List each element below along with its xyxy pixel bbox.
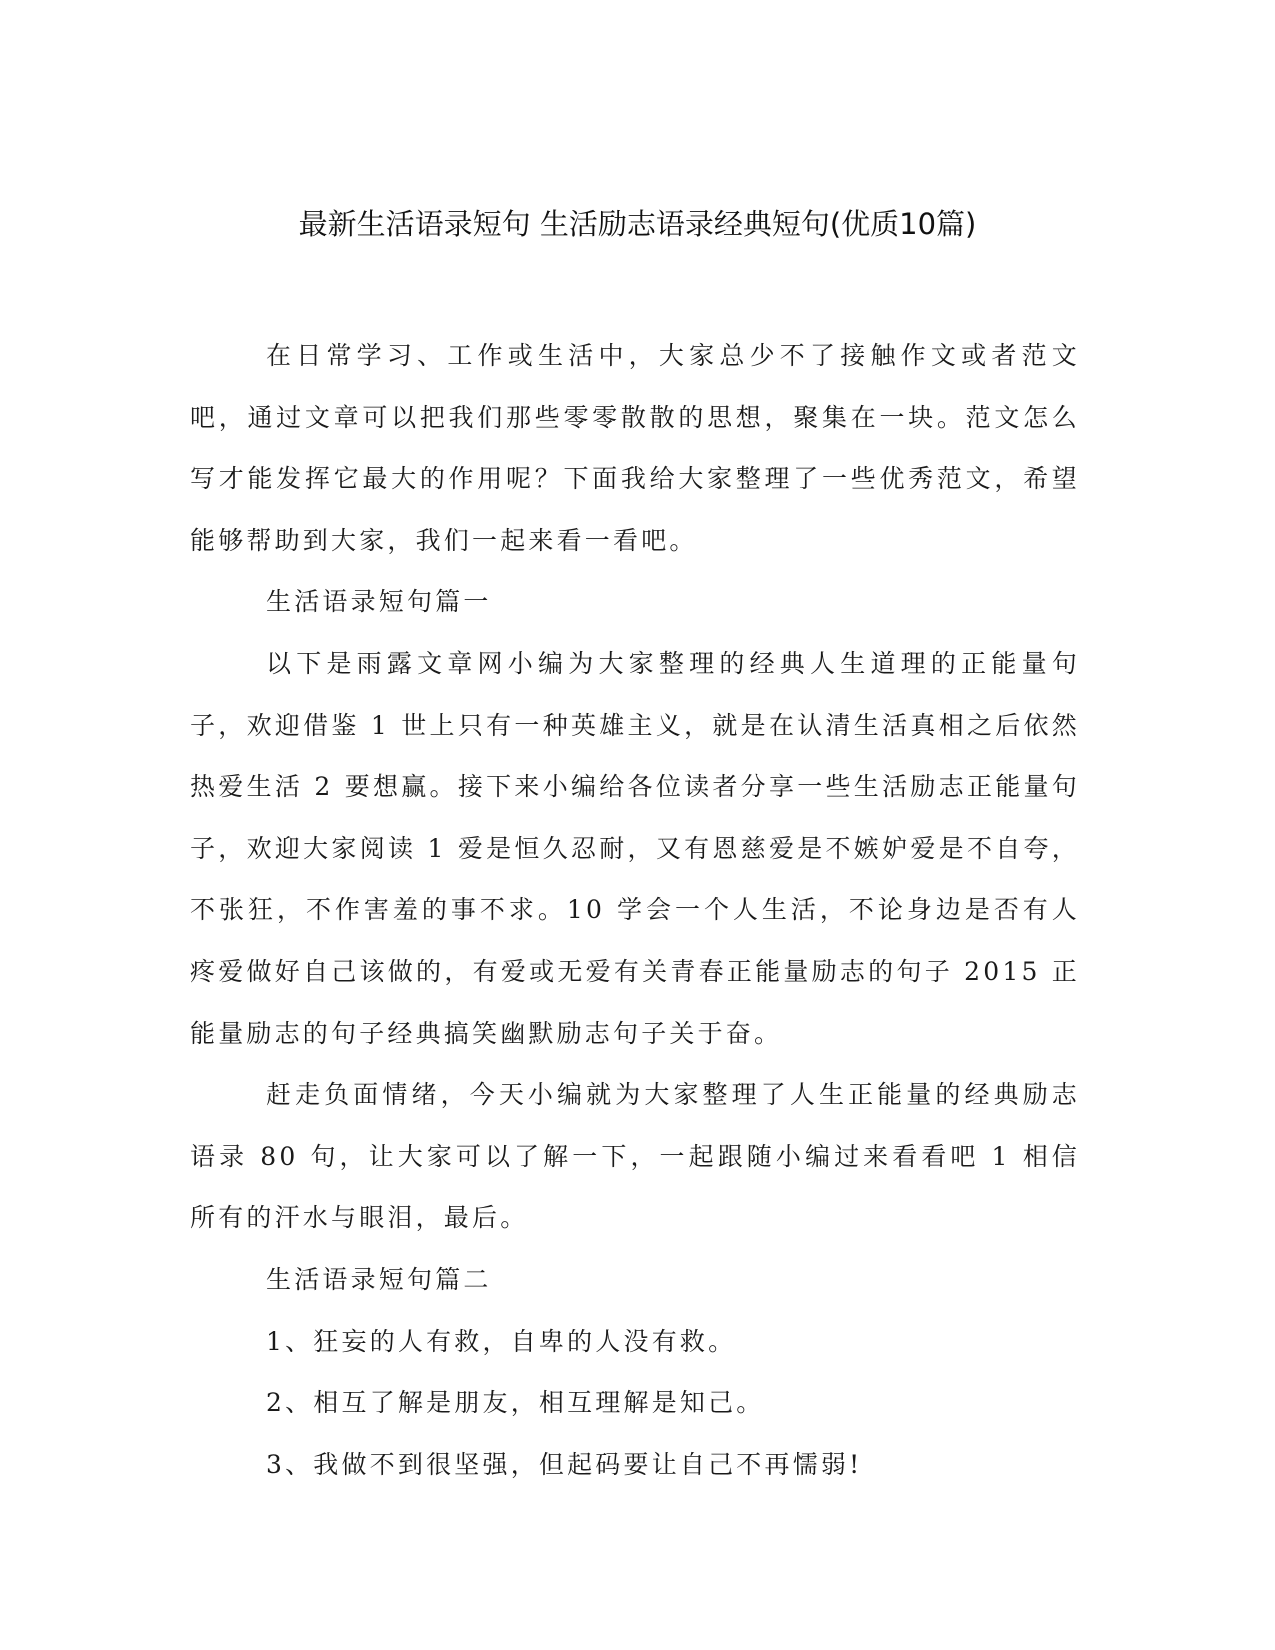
- document-body: [190, 325, 1080, 1495]
- document-title: 最新生活语录短句 生活励志语录经典短句(优质10篇): [298, 207, 977, 241]
- section-1-paragraph-1: 以下是雨露文章网小编为大家整理的经典人生道理的正能量句子，欢迎借鉴 1 世上只有一种英雄主义，就是在认清生活真相之后依然热爱生活 2 要想赢。接下来小编给各位读者分享一些生活励志正能量句子，欢迎大家阅读 1 爱是恒久忍耐，又有恩慈爱是不嫉妒爱是不自夸，不张狂，不作害羞的事不求。10 学会一个人生活，不论身边是否有人疼爱做好自己该做的，有爱或无爱有关青春正能量励志的句子 2015 正能量励志的句子经典搞笑幽默励志句子关于奋。: [190, 648, 1080, 1048]
- quote-item-3: 3、我做不到很坚强，但起码要让自己不再懦弱!: [266, 1449, 863, 1479]
- intro-paragraph: 在日常学习、工作或生活中，大家总少不了接触作文或者范文吧，通过文章可以把我们那些零零散散的思想，聚集在一块。范文怎么写才能发挥它最大的作用呢？下面我给大家整理了一些优秀范文，希望能够帮助到大家，我们一起来看一看吧。: [190, 341, 1080, 555]
- quote-item-2: 2、相互了解是朋友，相互理解是知己。: [266, 1388, 765, 1418]
- section-1-paragraph-2: 赶走负面情绪，今天小编就为大家整理了人生正能量的经典励志语录 80 句，让大家可以了解一下，一起跟随小编过来看看吧 1 相信所有的汗水与眼泪，最后。: [190, 1080, 1080, 1233]
- section-heading-1: 生活语录短句篇一: [266, 587, 492, 617]
- quote-item-1: 1、狂妄的人有救，自卑的人没有救。: [266, 1326, 737, 1356]
- section-heading-2: 生活语录短句篇二: [266, 1264, 492, 1294]
